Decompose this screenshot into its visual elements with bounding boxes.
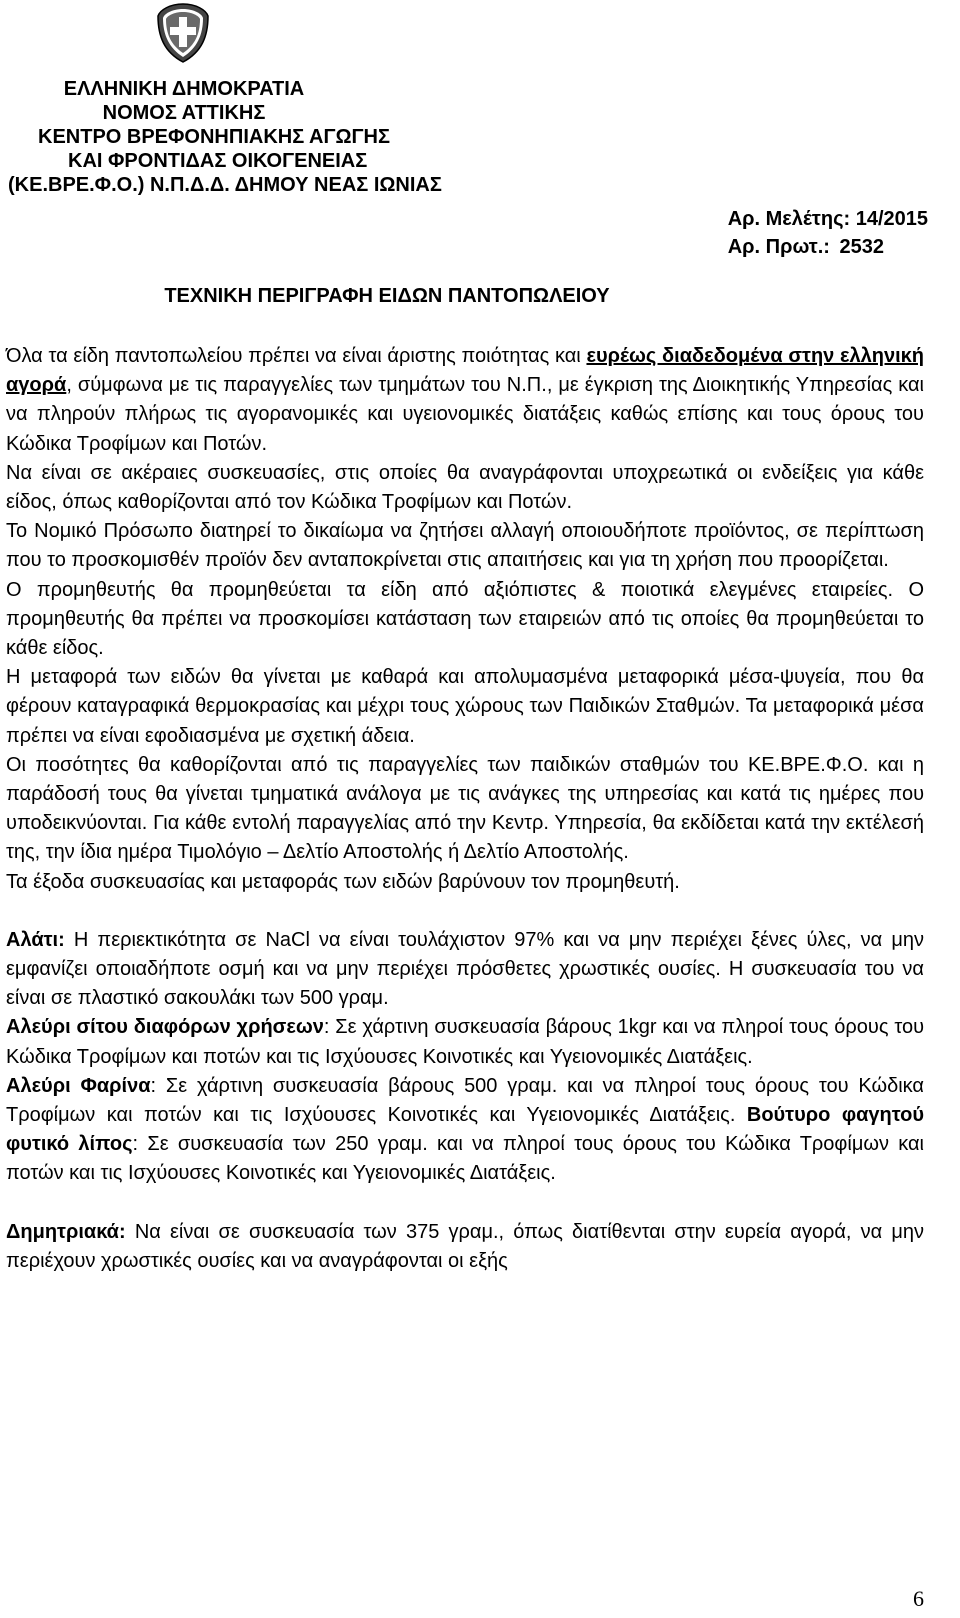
item-cereals	[6, 1218, 924, 1276]
header-line-2: ΝΟΜΟΣ ΑΤΤΙΚΗΣ	[102, 102, 266, 124]
header-line-5: (ΚΕ.ΒΡΕ.Φ.Ο.) Ν.Π.Δ.Δ. ΔΗΜΟΥ ΝΕΑΣ ΙΩΝΙΑΣ	[8, 174, 442, 196]
paragraph: Η μεταφορά των ειδών θα γίνεται με καθαρά και απολυμασμένα μεταφορικά μέσα-ψυγεία, που θα φέρουν καταγραφικά θερμοκρασίας και μέχρι τους χώρους των Παιδικών Σταθμών. Τα μεταφορικά μέσα πρέπει να είναι εφοδιασμένα με σχετική άδεια.	[6, 666, 924, 747]
item-text: Να είναι σε συσκευασία των 375 γραμ., όπως διατίθενται στην ευρεία αγορά, να μην περιέχουν χρωστικές ουσίες και να αναγράφονται οι εξής	[6, 1220, 924, 1272]
document-title-wrap	[0, 285, 960, 308]
item-text: : Σε συσκευασία των 250 γραμ. και να πληροί τους όρους του Κώδικα Τροφίμων και ποτών και τις Ισχύουσες Κοινοτικές και Υγειονομικές Διατάξεις.	[6, 1133, 925, 1185]
paragraph: Τα έξοδα συσκευασίας και μεταφοράς των ειδών βαρύνουν τον προμηθευτή.	[6, 870, 680, 893]
spacer	[6, 1189, 924, 1218]
item-label: Δημητριακά:	[6, 1220, 126, 1243]
item-label: Βούτυρο φαγητού φυτικό λίπος	[6, 1104, 924, 1156]
study-number-value: 14/2015	[855, 208, 928, 230]
paragraph: Οι ποσότητες θα καθορίζονται από τις παραγγελίες των παιδικών σταθμών του ΚΕ.ΒΡΕ.Φ.Ο. και η παράδοσή τους θα γίνεται τμηματικά ανάλογα με τις ανάγκες της υπηρεσίας και κατά τις ημέρες που υποδεικνύονται. Για κάθε εντολή παραγγελίας από την Κεντρ. Υπηρεσία, θα εκδίδεται κατά την εκτέλεσή της, την ίδια ημέρα Τιμολόγιο – Δελτίο Αποστολής ή Δελτίο Αποστολής.	[6, 753, 924, 864]
header-line-3: ΚΕΝΤΡΟ ΒΡΕΦΟΝΗΠΙΑΚΗΣ ΑΓΩΓΗΣ	[38, 126, 390, 148]
issuer-header	[8, 77, 568, 197]
document-meta	[728, 205, 928, 261]
study-number-label: Αρ. Μελέτης:	[727, 208, 851, 230]
paragraph-text: , με έγκριση της Διοικητικής Υπηρεσίας και να πληρούν πλήρως τις αγορανομικές και υγειονομικές διατάξεις καθώς επίσης και τους όρους του Κώδικα Τροφίμων και Ποτών.	[6, 374, 925, 455]
document-body	[6, 342, 924, 1276]
item-label: Αλεύρι σίτου διαφόρων χρήσεων	[6, 1016, 324, 1039]
paragraph-text: , σύμφωνα με τις παραγγελίες των τμημάτων του Ν.Π.	[66, 374, 547, 397]
page-number: 6	[913, 1586, 924, 1611]
document-title: ΤΕΧΝΙΚΗ ΠΕΡΙΓΡΑΦΗ ΕΙΔΩΝ ΠΑΝΤΟΠΩΛΕΙΟΥ	[164, 285, 610, 307]
item-flour	[6, 1013, 924, 1071]
protocol-number-value: 2532	[839, 236, 884, 258]
paragraph	[6, 342, 924, 459]
header-line-1: ΕΛΛΗΝΙΚΗ ΔΗΜΟΚΡΑΤΙΑ	[63, 78, 305, 100]
item-text: Η περιεκτικότητα σε NaCl να είναι τουλάχιστον 97% και να μην περιέχει ξένες ύλες, να μην εμφανίζει οποιαδήποτε οσμή και να μην περιέχει πρόσθετες χρωστικές ουσίες. Η συσκευασία του να είναι σε πλαστικό σακουλάκι των 500 γραμ.	[6, 928, 924, 1010]
item-label: Αλάτι:	[6, 928, 65, 951]
header-line-4: ΚΑΙ ΦΡΟΝΤΙΔΑΣ ΟΙΚΟΓΕΝΕΙΑΣ	[68, 150, 368, 172]
spacer	[6, 897, 924, 926]
paragraph: Το Νομικό Πρόσωπο διατηρεί το δικαίωμα να ζητήσει αλλαγή οποιουδήποτε προϊόντος, σε περίπτωση που το προσκομισθέν προϊόν δεν ανταποκρίνεται στις απαιτήσεις και για τη χρήση που προορίζεται.	[6, 520, 924, 572]
greek-coat-of-arms-icon	[152, 2, 214, 64]
emphasis-text: ευρέως διαδεδομένα στην ελληνική αγορά	[6, 345, 925, 397]
item-text: : Σε χάρτινη συσκευασία βάρους 1kgr και να πληροί τους όρους του Κώδικα Τροφίμων και ποτών και τις Ισχύουσες Κοινοτικές και Υγειονομικές Διατάξεις.	[6, 1016, 925, 1068]
paragraph: Ο προμηθευτής θα προμηθεύεται τα είδη από αξιόπιστες & ποιοτικά ελεγμένες εταιρείες. Ο προμηθευτής θα πρέπει να προσκομίσει κατάσταση των εταιρειών από τις οποίες θα προμηθεύεται το κάθε είδος.	[6, 578, 924, 660]
paragraph: Να είναι σε ακέραιες συσκευασίες, στις οποίες θα αναγράφονται υποχρεωτικά οι ενδείξεις για κάθε είδος, όπως καθορίζονται από τον Κώδικα Τροφίμων και Ποτών.	[6, 461, 924, 514]
item-salt	[6, 926, 924, 1014]
paragraph-text: Όλα τα είδη παντοπωλείου πρέπει να είναι άριστης ποιότητας και	[6, 345, 587, 367]
item-farina	[6, 1072, 924, 1189]
protocol-number-label: Αρ. Πρωτ.:	[727, 236, 830, 258]
item-text: : Σε χάρτινη συσκευασία βάρους 500 γραμ. και να πληροί τους όρους του Κώδικα Τροφίμων και ποτών και τις Ισχύουσες Κοινοτικές και Υγειονομικές Διατάξεις.	[6, 1074, 924, 1127]
item-label: Αλεύρι Φαρίνα	[6, 1074, 151, 1097]
